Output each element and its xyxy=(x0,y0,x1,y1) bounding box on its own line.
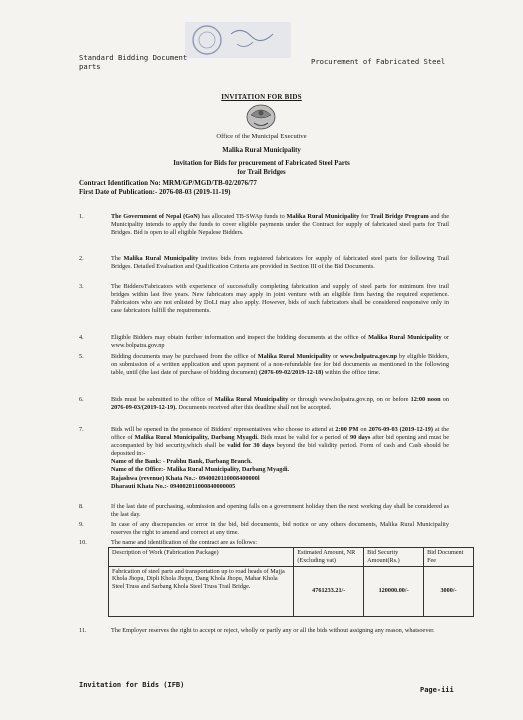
clause-text: Malika Rural Municipality xyxy=(257,353,331,360)
clause-text: invites bids from registered fabricators for supply of fabricated steel parts for following Trail Bridges. Detailed Evaluation and Qualification Criteria are provided in Section III of the Bid Documents. xyxy=(111,255,450,271)
table-cell-security: 120000.00/- xyxy=(364,566,424,616)
clause-text: valid for 30 days xyxy=(227,442,275,450)
contract-identification: Contract Identification No: MRM/GP/MGD/TB-02/2076/77 xyxy=(79,179,257,187)
clause-11 xyxy=(79,627,449,635)
clause-text: has allocated TB-SWAp funds to xyxy=(199,213,287,220)
header-left-line2: parts xyxy=(79,62,101,71)
clause-text: or www.bolpatra.gov.np xyxy=(111,334,449,350)
clause-text: (2076-09-02/2019-12-18) xyxy=(259,369,324,377)
table-header: Description of Work (Fabrication Package) xyxy=(109,548,294,567)
clause-text: Trail Bridge Program xyxy=(370,213,429,220)
clause-text: by eligible Bidders, on submission of a written application and upon payment of a non-refundable fee for bid documents as mentioned in the following table, until (the last date of purchase of bidding document) xyxy=(111,353,449,377)
clause-text: beyond the bid validity period. Form of cash and Cash should be deposited in:- xyxy=(111,442,450,458)
clause-text: 90 days xyxy=(349,434,371,442)
clause-5 xyxy=(79,353,449,377)
table-cell-estimate: 4761233.21/- xyxy=(294,566,364,616)
clause-text: In case of any discrepancies or error in the bid, bid documents, bid notice or any others documents, Malika Rural Municipality reserves the right to amend and correct at any time. xyxy=(111,521,449,537)
municipality-name: Malika Rural Municipality xyxy=(222,147,301,154)
clause-text: Malika Rural Municipality xyxy=(123,255,199,262)
footer-left: Invitation for Bids (IFB) xyxy=(79,681,185,689)
clause-number: 2. xyxy=(79,255,84,262)
header-left-line1: Standard Bidding Document xyxy=(79,53,188,62)
table-row xyxy=(109,566,474,616)
clause-text: The Employer reserves the right to accept or reject, wholly or partly any or all the bids without assigning any reason, whatsoever. xyxy=(111,627,435,634)
clause-text: If the last date of purchasing, submission and opening falls on a government holiday then the next working day shall be considered as the last day. xyxy=(111,503,449,519)
clause-text: or through www.bolpatra.gov.np, on or before xyxy=(288,396,411,403)
invitation-title: INVITATION FOR BIDS xyxy=(221,93,302,101)
clause-number: 9. xyxy=(79,521,84,528)
clause-7 xyxy=(79,426,449,491)
clause-2 xyxy=(79,255,449,271)
clause-text: Malika Rural Municipality, Darbang Myagdi. xyxy=(134,434,259,442)
clause-text: for xyxy=(359,213,371,220)
header-left xyxy=(79,53,187,71)
clause-text: within the office time. xyxy=(323,369,381,377)
clause-text: 2:00 PM xyxy=(335,426,359,433)
clause-10 xyxy=(79,539,449,547)
clause-4 xyxy=(79,334,449,350)
contract-table xyxy=(108,547,474,617)
table-cell-description: Fabrication of steel parts and transportation up to road heads of Majja Khola Jhopu, Dipli Khola Jhopu, Dang Khola Jhopu, Mahar Khola Steel Truss and Sarbang Khola Steel Truss Trail Bridge. xyxy=(109,566,294,616)
table-cell-fee: 3000/- xyxy=(424,566,474,616)
clause-text: or xyxy=(330,353,341,360)
heading-line-2: for Trail Bridges xyxy=(237,169,286,176)
clause-number: 4. xyxy=(79,334,84,341)
page-number: Page-iii xyxy=(420,686,454,694)
clause-1 xyxy=(79,213,449,237)
clause-text: The xyxy=(111,255,124,262)
clause-text: on xyxy=(358,426,369,433)
nepal-emblem-icon xyxy=(245,103,277,131)
bank-name: Name of the Bank: - Prabhu Bank, Darbang Branch. xyxy=(111,458,252,466)
heading-line-1: Invitation for Bids for procurement of Fabricated Steel Parts xyxy=(173,160,350,167)
clause-text: The Government of Nepal (GoN) xyxy=(111,213,200,220)
clause-text: Bids must be valid for a period of xyxy=(258,434,350,442)
clause-8 xyxy=(79,503,449,519)
clause-text: The name and identification of the contract are as follows: xyxy=(111,539,257,546)
clause-number: 11. xyxy=(79,627,87,634)
clause-text: www.bolpatra.gov.np xyxy=(340,353,397,360)
table-header: Bid Document Fee xyxy=(424,548,474,567)
clause-text: on xyxy=(440,396,449,403)
clause-number: 7. xyxy=(79,426,84,433)
clause-number: 10. xyxy=(79,539,87,546)
clause-text: Documents received after this deadline shall not be accepted. xyxy=(176,404,332,412)
revenue-account: Rajashwa (revenue) Khata No.:- 0940020110008400000l xyxy=(111,474,260,482)
publication-date: First Date of Publication:- 2076-08-03 (2019-11-19) xyxy=(79,188,231,196)
clause-text: 2076-09-03/(2019-12-19). xyxy=(111,404,177,412)
office-stamp xyxy=(183,18,293,62)
clause-text: 2076-09-03 (2019-12-19) xyxy=(368,426,433,433)
clause-text: and the Municipality intends to apply the funds to cover eligible payments under the Contract for supply of fabricated steel parts for Trail Bridges. Bid is open to all eligible Nepalese Bidders. xyxy=(111,213,449,237)
clause-text: Malika Rural Municipality xyxy=(214,396,289,403)
clause-text: Malika Rural Municipality xyxy=(368,334,442,341)
table-header: Bid Security Amount(Rs.) xyxy=(364,548,424,567)
clause-text: Bids must be submitted to the office of xyxy=(111,396,215,403)
clause-number: 6. xyxy=(79,396,84,403)
deposit-account: Dharauti Khata No.:- 094002011000840000005 xyxy=(111,482,236,490)
office-name-deposit: Name of the Office:- Malika Rural Municipality, Darbang Myagdi. xyxy=(111,466,290,474)
clause-text: The Bidders/Fabricators with experience of successfully completing fabrication and supply of steel parts for minimum five trail bridges within last five years. New fabricators may apply in joint venture with an eligible firm having the required experience. Fabricators who are not enlisted by DoLI may also apply. However, bids of such fabricators shall be considered responsive only in case fabricators fulfill the requirements. xyxy=(111,283,449,315)
clause-text: at the office of xyxy=(111,426,449,442)
clause-text: Bidding documents may be purchased from the office of xyxy=(111,353,258,360)
clause-6 xyxy=(79,396,449,412)
clause-3 xyxy=(79,283,449,315)
clause-number: 5. xyxy=(79,353,84,360)
table-header: Estimated Amount, NR (Excluding vat) xyxy=(294,548,364,567)
clause-text: after bid opening and must be accompanied by bid security,which shall be xyxy=(111,434,450,450)
clause-number: 1. xyxy=(79,213,84,220)
office-name: Office of the Municipal Executive xyxy=(216,133,307,140)
clause-text: 12:00 noon xyxy=(410,396,441,403)
clause-9 xyxy=(79,521,449,537)
clause-text: Bids will be opened in the presence of Bidders' representatives who choose to attend at xyxy=(111,426,336,433)
table-header-row xyxy=(109,548,474,567)
clause-number: 3. xyxy=(79,283,84,290)
clause-text: Eligible Bidders may obtain further information and inspect the bidding documents at the office of xyxy=(111,334,369,341)
header-right: Procurement of Fabricated Steel xyxy=(311,57,446,66)
clause-number: 8. xyxy=(79,503,84,510)
clause-text: Malika Rural Municipality xyxy=(286,213,360,220)
